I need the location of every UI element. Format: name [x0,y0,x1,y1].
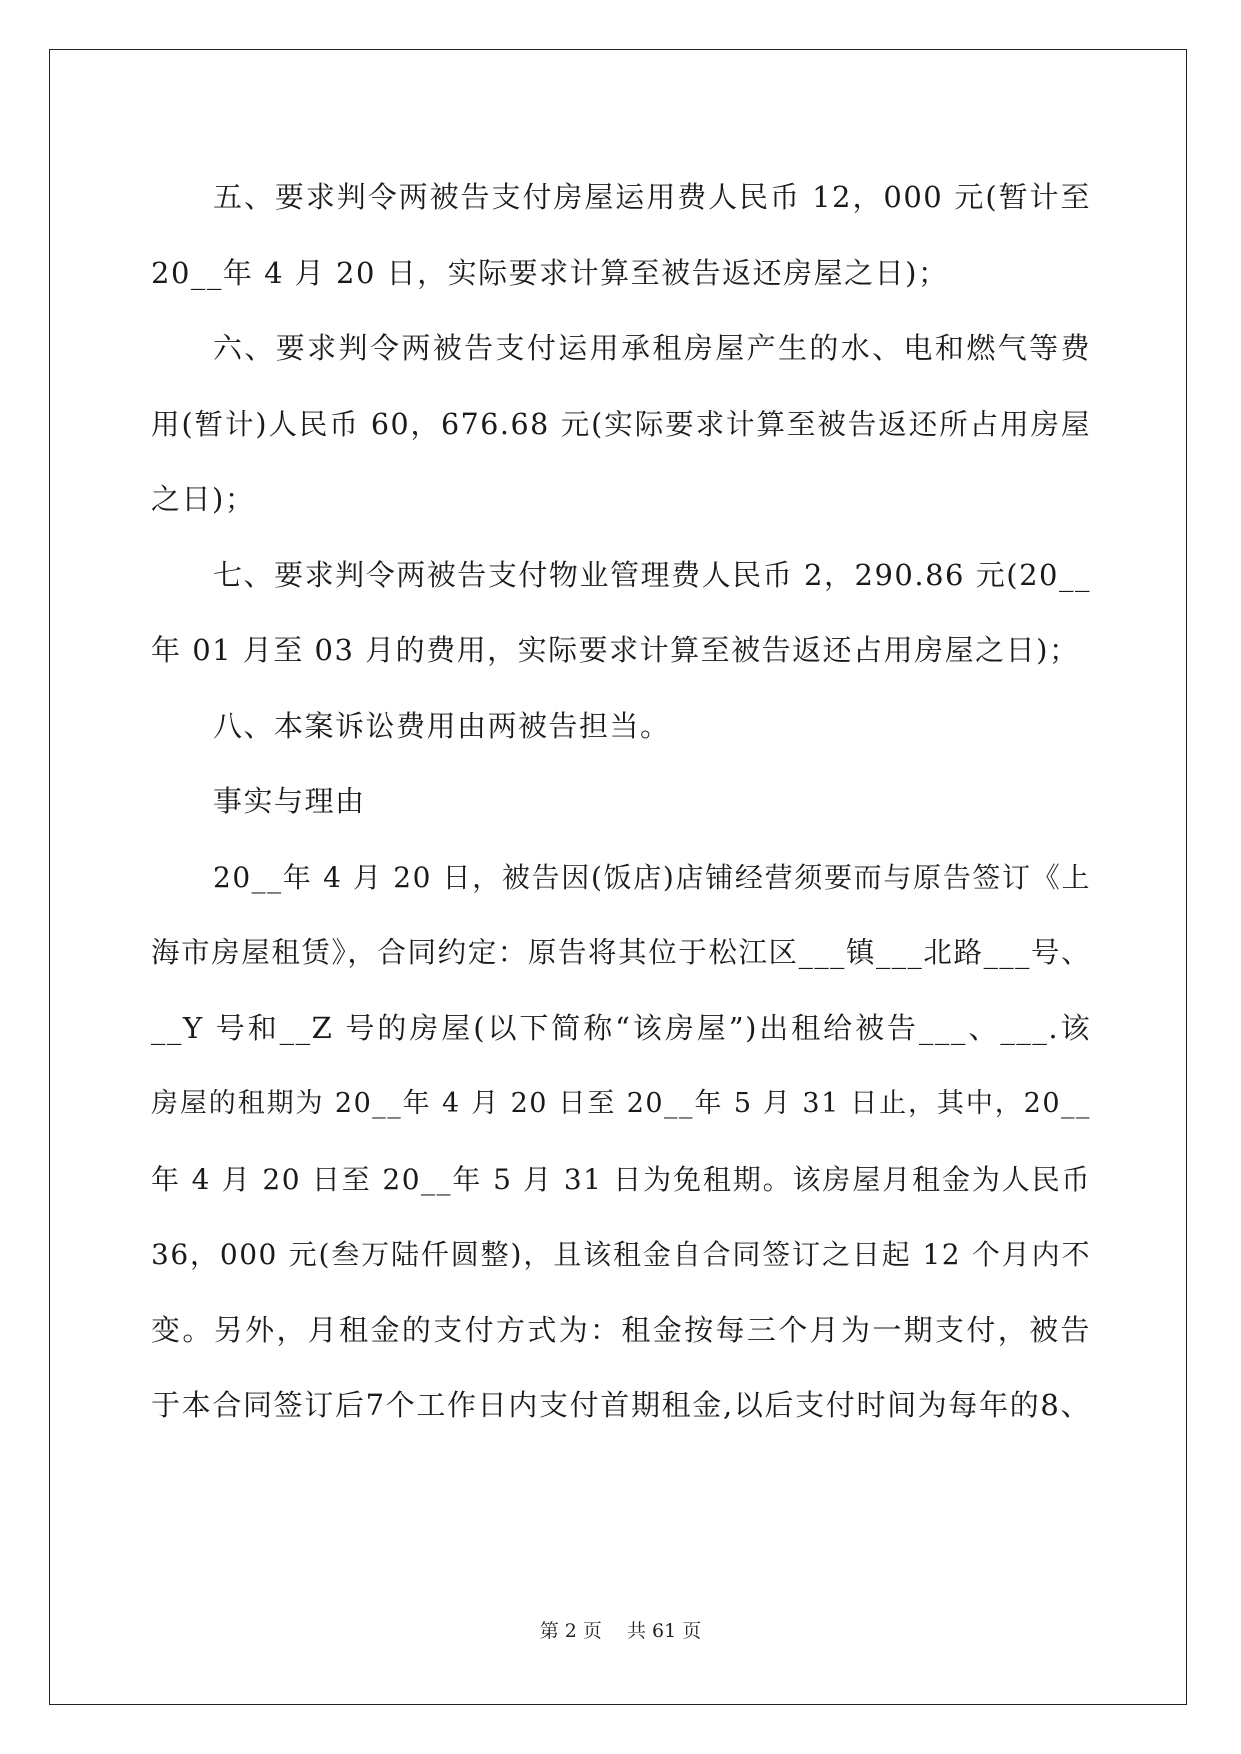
text-line: 20__年 4 月 20 日，实际要求计算至被告返还房屋之日)； [151,255,949,290]
text-line: 八、本案诉讼费用由两被告担当。 [213,708,671,743]
text-line: 变。另外，月租金的支付方式为：租金按每三个月为一期支付，被告 [151,1312,1091,1347]
page-number-footer: 第 2 页 共 61 页 [539,1620,702,1642]
text-line: 于本合同签订后7个工作日内支付首期租金,以后支付时间为每年的8、 [151,1388,1091,1422]
text-line: 七、要求判令两被告支付物业管理费人民币 2，290.86 元(20__ [213,557,1091,592]
text-line: 年 01 月至 03 月的费用，实际要求计算至被告返还占用房屋之日)； [151,633,1080,667]
text-line: 之日)； [151,482,256,516]
section-heading: 事实与理由 [213,784,366,818]
text-line: 用(暂计)人民币 60，676.68 元(实际要求计算至被告返还所占用房屋 [151,407,1091,441]
text-line: 36，000 元(叁万陆仟圆整)，且该租金自合同签订之日起 12 个月内不 [151,1238,1091,1271]
text-line: 六、要求判令两被告支付运用承租房屋产生的水、电和燃气等费 [213,331,1091,365]
text-line: 年 4 月 20 日至 20__年 5 月 31 日为免租期。该房屋月租金为人民币 [151,1162,1091,1196]
text-line: 海市房屋租赁》，合同约定：原告将其位于松江区___镇___北路___号、 [151,936,1091,969]
text-line: 五、要求判令两被告支付房屋运用费人民币 12，000 元(暂计至 [213,180,1091,214]
text-line: 房屋的租期为 20__年 4 月 20 日至 20__年 5 月 31 日止，其中，20__ [151,1088,1091,1119]
text-line: 20__年 4 月 20 日，被告因(饭店)店铺经营须要而与原告签订《上 [213,860,1091,894]
document-body [151,160,1091,1444]
text-line: __Y 号和__Z 号的房屋(以下简称“该房屋”)出租给被告___、___.该 [151,1010,1091,1045]
